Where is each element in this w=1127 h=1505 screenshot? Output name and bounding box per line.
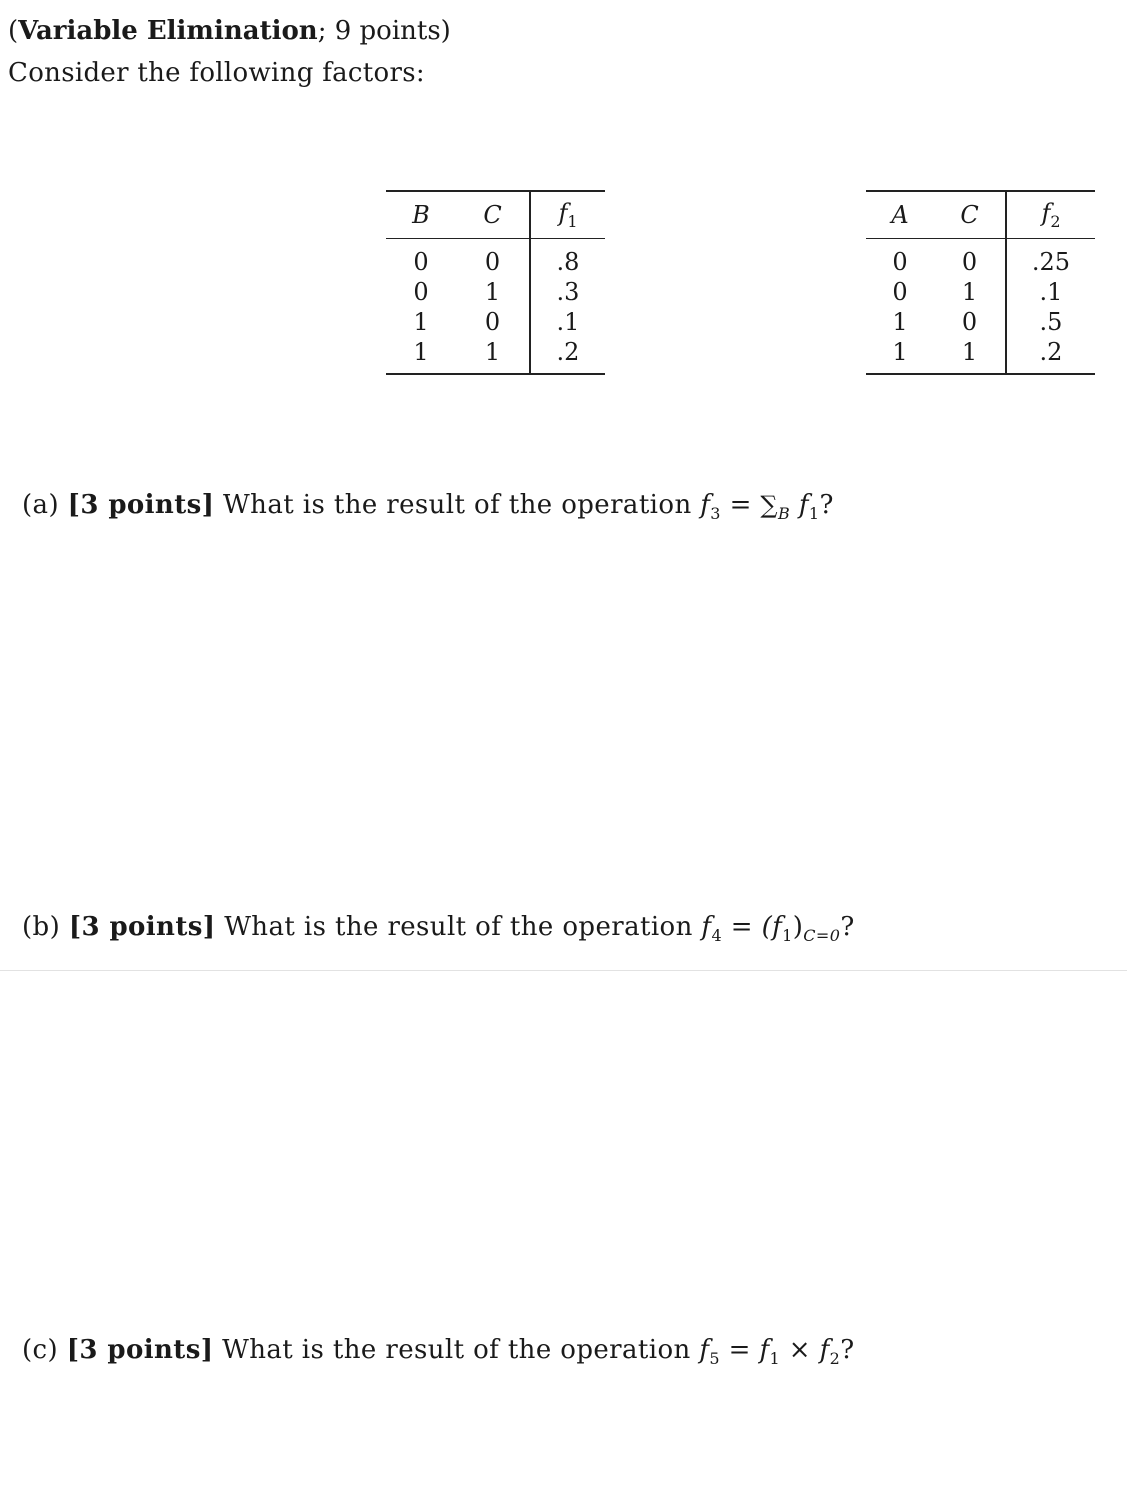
factor-table-f2 [866,190,1095,375]
table-row: 1 0 .5 [866,307,1095,337]
problem-intro: Consider the following factors: [8,58,425,88]
question-b: (b) [3 points] What is the result of the operation $f_4 = (f_1)_{C=0}$? [22,912,855,945]
question-a: (a) [3 points] What is the result of the operation $f_3 = \sum_B$ $f_1$? [22,490,834,523]
divider [0,970,1127,971]
problem-title-bold: Variable Elimination [18,16,318,46]
factor-table-f1 [386,190,605,375]
table-row: 0 0 .25 [866,239,1095,278]
table-row: 1 1 .2 [866,337,1095,373]
question-c: (c) [3 points] What is the result of the operation $f_5 = f_1 \times f_2$? [22,1335,855,1368]
table-row: 0 0 .8 [386,239,605,278]
table-header-row: A C $f_2$ [866,192,1095,239]
table-row: 1 0 .1 [386,307,605,337]
table-row: 0 1 .1 [866,277,1095,307]
table-row: 0 1 .3 [386,277,605,307]
problem-title: (Variable Elimination; 9 points) [8,16,451,46]
table-header-row: B C $f_1$ [386,192,605,239]
table-row: 1 1 .2 [386,337,605,373]
